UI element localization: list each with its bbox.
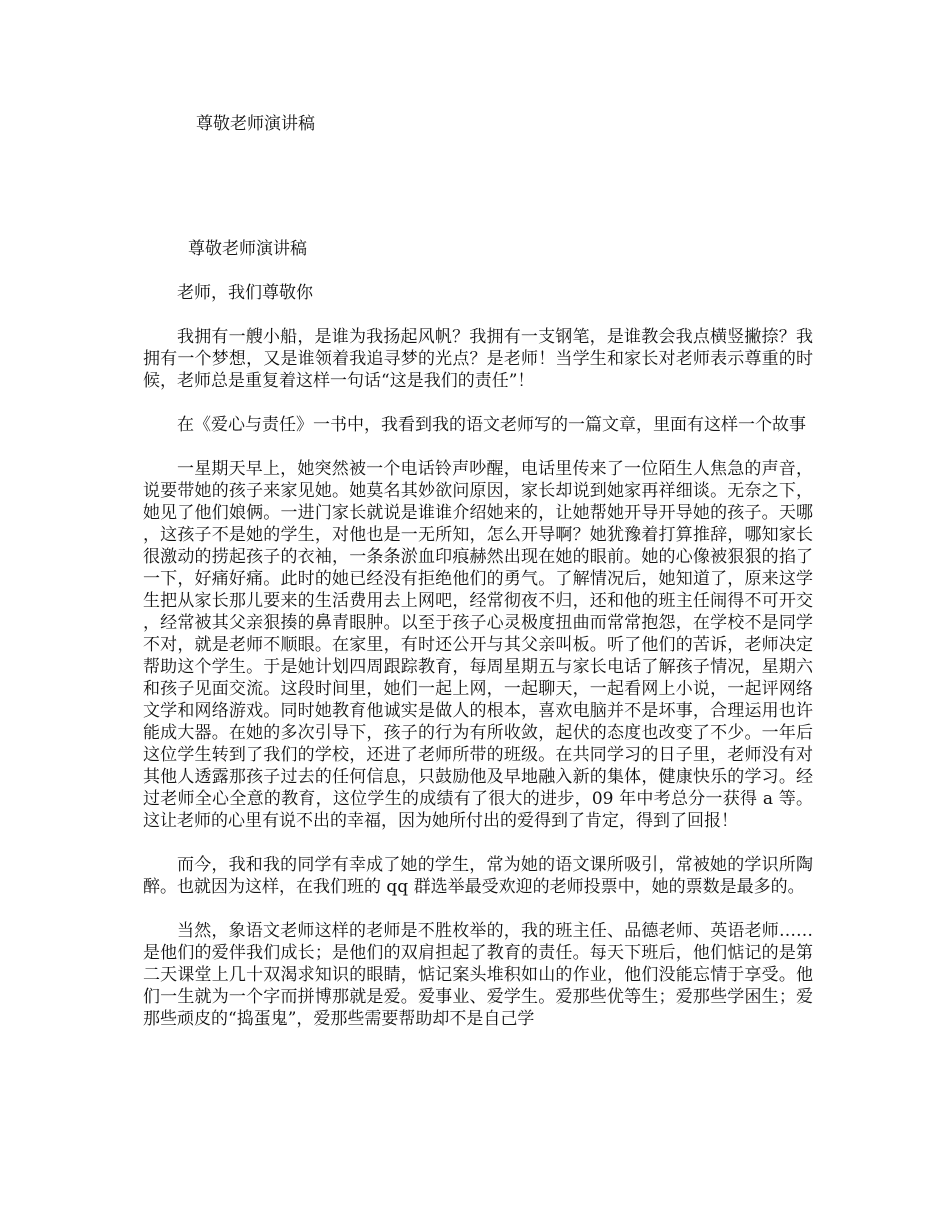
document-body xyxy=(143,238,813,1030)
paragraph-5: 当然，象语文老师这样的老师是不胜枚举的，我的班主任、品德老师、英语老师……是他们的爱伴我们成长；是他们的双肩担起了教育的责任。每天下班后，他们惦记的是第二天课堂上几十双渴求知识的眼睛，惦记案头堆积如山的作业，他们没能忘情于享受。他们一生就为一个字而拼博那就是爱。爱事业、爱学生。爱那些优等生；爱那些学困生；爱那些顽皮的“捣蛋鬼”，爱那些需要帮助却不是自己学 xyxy=(143,921,813,1029)
paragraph-4: 而今，我和我的同学有幸成了她的学生，常为她的语文课所吸引，常被她的学识所陶醉。也就因为这样，在我们班的 qq 群选举最受欢迎的老师投票中，她的票数是最多的。 xyxy=(143,855,813,897)
paragraph-2: 在《爱心与责任》一书中，我看到我的语文老师写的一篇文章，里面有这样一个故事 xyxy=(177,415,806,435)
document-title-top: 尊敬老师演讲稿 xyxy=(196,114,315,134)
paragraph-1: 我拥有一艘小船，是谁为我扬起风帆？我拥有一支钢笔，是谁教会我点横竖撇捺？我拥有一个梦想，又是谁领着我追寻梦的光点？是老师！当学生和家长对老师表示尊重的时候，老师总是重复着这样一句话“这是我们的责任”！ xyxy=(143,327,813,391)
document-title-second: 尊敬老师演讲稿 xyxy=(188,239,307,259)
paragraph-3: 一星期天早上，她突然被一个电话铃声吵醒，电话里传来了一位陌生人焦急的声音，说要带她的孩子来家见她。她莫名其妙欲问原因，家长却说到她家再祥细谈。无奈之下，她见了他们娘俩。一进门家长就说是谁谁介绍她来的，让她帮她开导开导她的孩子。天哪，这孩子不是她的学生，对他也是一无所知，怎么开导啊？她犹豫着打算推辞，哪知家长很激动的捞起孩子的衣袖，一条条淤血印痕赫然出现在她的眼前。她的心像被狠狠的掐了一下，好痛好痛。此时的她已经没有拒绝他们的勇气。了解情况后，她知道了，原来这学生把从家长那儿要来的生活费用去上网吧，经常彻夜不归，还和他的班主任闹得不可开交，经常被其父亲狠揍的鼻青眼肿。以至于孩子心灵极度扭曲而常常抱怨，在学校不是同学不对，就是老师不顺眼。在家里，有时还公开与其父亲叫板。听了他们的苦诉，老师决定帮助这个学生。于是她计划四周跟踪教育，每周星期五与家长电话了解孩子情况，星期六和孩子见面交流。这段时间里，她们一起上网，一起聊天，一起看网上小说，一起评网络文学和网络游戏。同时她教育他诚实是做人的根本，喜欢电脑并不是坏事，合理运用也许能成大器。在她的多次引导下，孩子的行为有所收敛，起伏的态度也改变了不少。一年后这位学生转到了我们的学校，还进了老师所带的班级。在共同学习的日子里，老师没有对其他人透露那孩子过去的任何信息，只鼓励他及早地融入新的集体，健康快乐的学习。经过老师全心全意的教育，这位学生的成绩有了很大的进步，09 年中考总分一获得 a 等。这让老师的心里有说不出的幸福，因为她所付出的爱得到了肯定，得到了回报！ xyxy=(143,459,813,831)
document-subtitle: 老师，我们尊敬你 xyxy=(177,283,313,303)
